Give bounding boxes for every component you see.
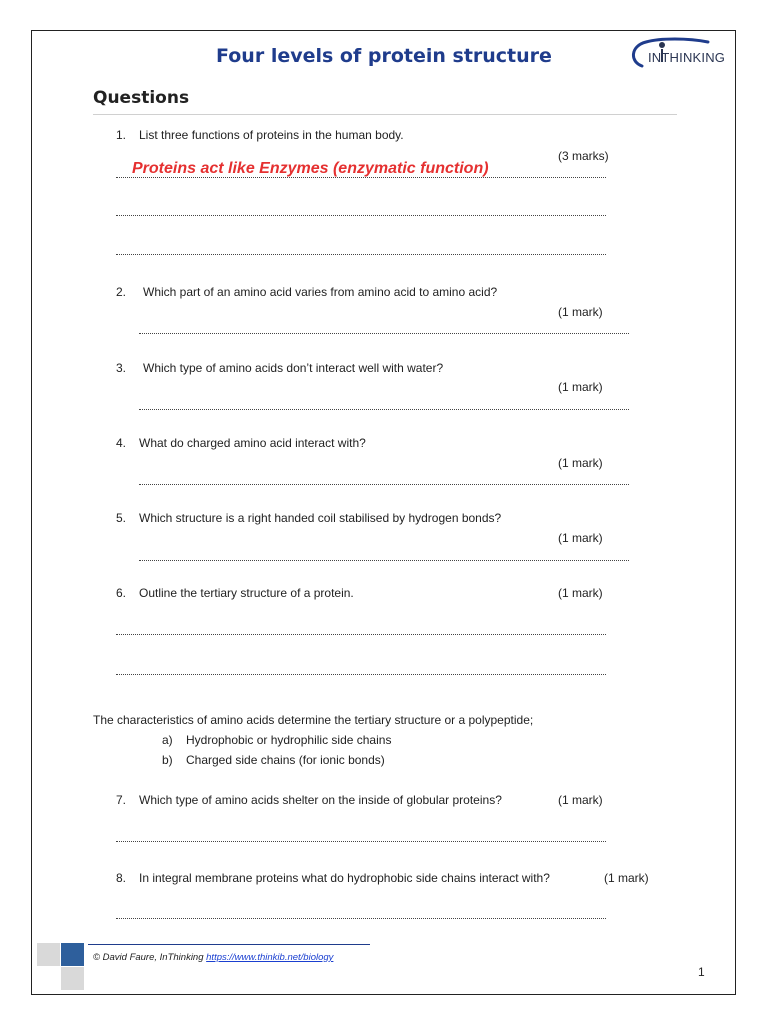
answer-line: [116, 673, 606, 675]
question-text: Which part of an amino acid varies from amino acid to amino acid?: [143, 285, 498, 299]
footer-square-light: [37, 943, 60, 966]
footer-credit-text: © David Faure, InThinking: [93, 952, 207, 963]
heading-rule: [93, 114, 677, 115]
question-text: Which type of amino acids don’t interact well with water?: [143, 361, 444, 375]
logo-text: INTHINKING: [648, 50, 726, 65]
info-intro: The characteristics of amino acids determine the tertiary structure or a polypeptide;: [93, 713, 534, 727]
question-marks: (1 mark): [604, 871, 649, 885]
answer-line: [139, 559, 629, 561]
question-number: 2.: [116, 285, 127, 299]
info-item-text: Charged side chains (for ionic bonds): [186, 753, 385, 767]
footer-rule: [88, 944, 370, 945]
question-text: Which type of amino acids shelter on the inside of globular proteins?: [139, 793, 502, 807]
question-text: List three functions of proteins in the human body.: [139, 128, 404, 142]
question-marks: (3 marks): [558, 149, 609, 163]
section-heading: Questions: [93, 88, 190, 108]
question-number: 3.: [116, 361, 127, 375]
question-marks: (1 mark): [558, 531, 603, 545]
answer-line: [116, 840, 606, 842]
info-item-marker: b): [162, 753, 173, 767]
question-text: What do charged amino acid interact with?: [139, 436, 366, 450]
question-number: 4.: [116, 436, 127, 450]
question-text: In integral membrane proteins what do hydrophobic side chains interact with?: [139, 871, 550, 885]
question-number: 5.: [116, 511, 127, 525]
question-marks: (1 mark): [558, 793, 603, 807]
info-item-text: Hydrophobic or hydrophilic side chains: [186, 733, 392, 747]
page-number: 1: [698, 965, 705, 979]
answer-line: [116, 633, 606, 635]
answer-line: [116, 253, 606, 255]
question-number: 7.: [116, 793, 127, 807]
question-marks: (1 mark): [558, 586, 603, 600]
answer-line: [116, 176, 606, 178]
question-number: 8.: [116, 871, 127, 885]
answer-line: [139, 332, 629, 334]
question-number: 1.: [116, 128, 127, 142]
answer-line: [139, 483, 629, 485]
info-item-marker: a): [162, 733, 173, 747]
footer-square-light: [61, 967, 84, 990]
footer-link[interactable]: https://www.thinkib.net/biology: [206, 952, 334, 963]
page-title: Four levels of protein structure: [216, 45, 552, 67]
answer-line: [116, 917, 606, 919]
question-text: Outline the tertiary structure of a protein.: [139, 586, 354, 600]
question-marks: (1 mark): [558, 380, 603, 394]
handwritten-answer: Proteins act like Enzymes (enzymatic function): [132, 160, 489, 177]
question-number: 6.: [116, 586, 127, 600]
question-marks: (1 mark): [558, 456, 603, 470]
question-text: Which structure is a right handed coil stabilised by hydrogen bonds?: [139, 511, 502, 525]
footer-square-dark: [61, 943, 84, 966]
answer-line: [139, 408, 629, 410]
question-marks: (1 mark): [558, 305, 603, 319]
footer-credit: [93, 952, 333, 963]
answer-line: [116, 214, 606, 216]
